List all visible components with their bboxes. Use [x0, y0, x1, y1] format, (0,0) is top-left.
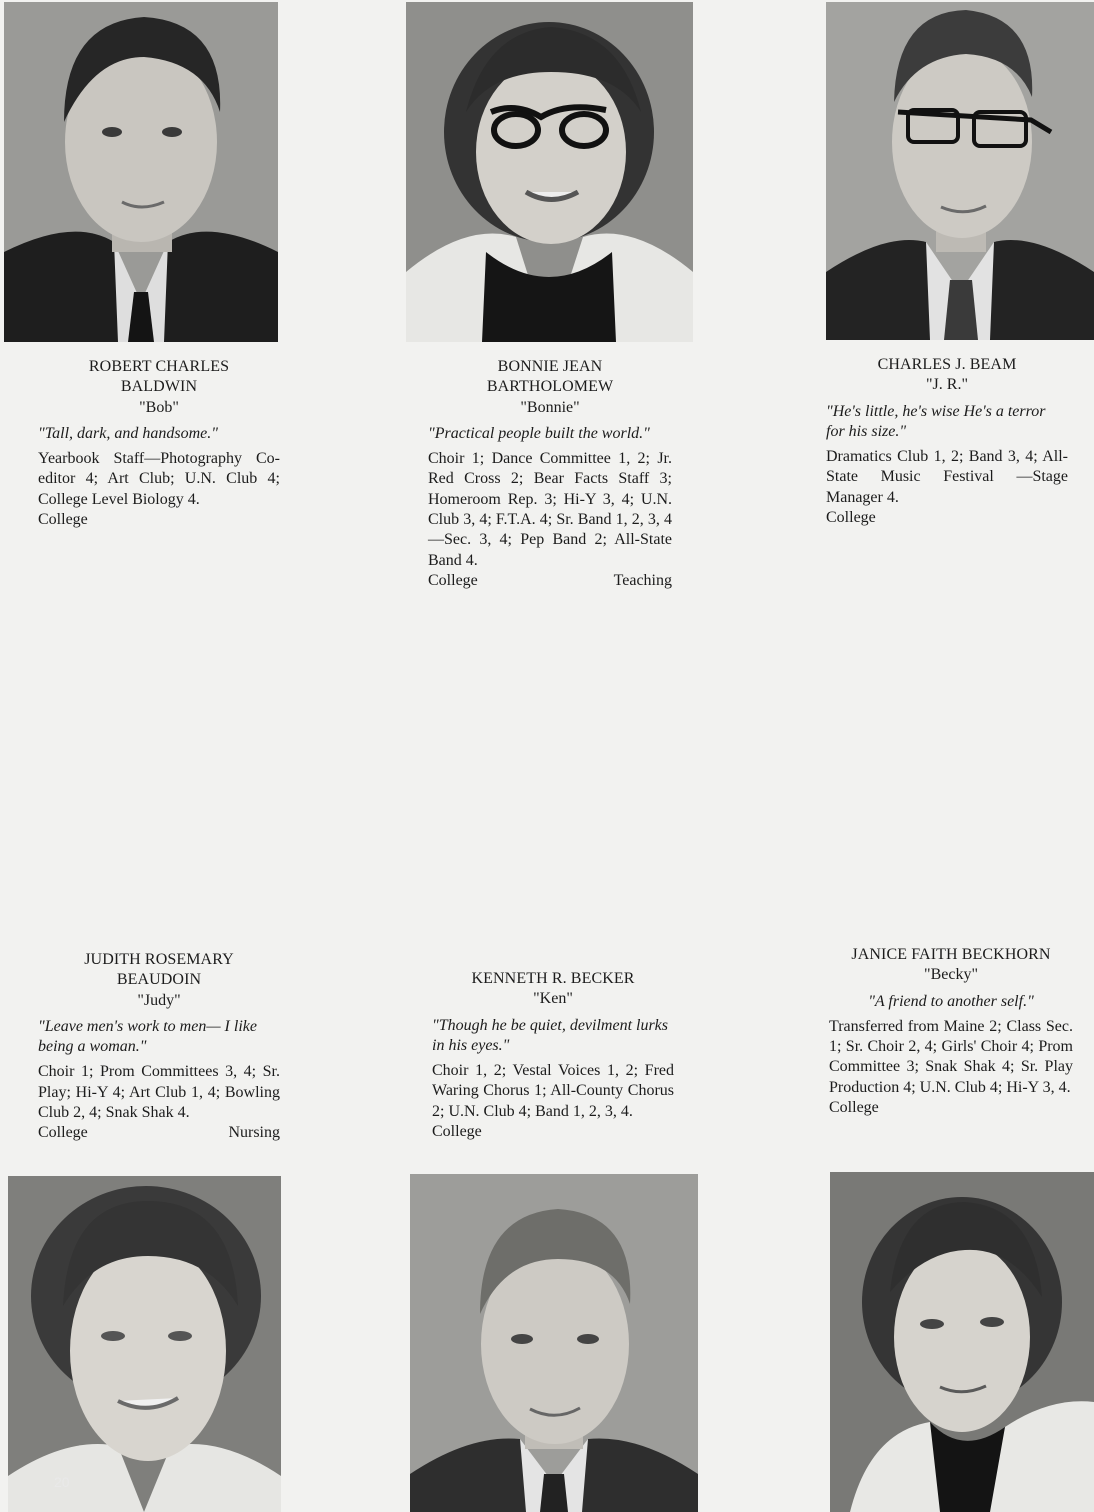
senior-plans: [432, 1122, 674, 1142]
plan-right: Teaching: [613, 571, 672, 589]
senior-motto: "Though he be quiet, devilment lurks in his eyes.": [432, 1016, 669, 1054]
portrait-photo-beaudoin: [8, 1176, 281, 1512]
plan-left: College: [826, 509, 876, 527]
senior-name: JUDITH ROSEMARY BEAUDOIN: [84, 951, 234, 989]
senior-entry-bartholomew: [428, 357, 672, 591]
senior-activities: Dramatics Club 1, 2; Band 3, 4; All-State Music Festival —Stage Manager 4.: [826, 448, 1068, 506]
senior-plans: [38, 1123, 280, 1143]
senior-entry-beckhorn: [829, 945, 1073, 1118]
plan-left: College: [38, 1124, 88, 1142]
senior-plans: [829, 1098, 1073, 1118]
senior-entry-beaudoin: [38, 950, 280, 1144]
plan-right: Nursing: [228, 1124, 280, 1142]
senior-activities: Choir 1; Dance Committee 1, 2; Jr. Red Cross 2; Bear Facts Staff 3; Homeroom Rep. 3; Hi-Y 3, 4; U.N. Club 3, 4; F.T.A. 4; Sr. Band 1, 2, 3, 4—Sec. 3, 4; Pep Band 2; All-State Band 4.: [428, 450, 672, 569]
portrait-photo-bartholomew: [406, 2, 693, 342]
portrait-photo-beam: [826, 2, 1094, 340]
senior-name: BONNIE JEAN BARTHOLOMEW: [486, 358, 614, 396]
senior-nickname: "Judy": [137, 991, 181, 1009]
senior-entry-baldwin: [38, 357, 280, 530]
senior-plans: [38, 510, 280, 530]
senior-activities: Yearbook Staff—Photography Co-editor 4; Art Club; U.N. Club 4; College Level Biology 4.: [38, 450, 280, 508]
senior-entry-becker: [432, 969, 674, 1142]
plan-left: College: [829, 1099, 879, 1117]
senior-motto: "Practical people built the world.": [428, 424, 650, 442]
senior-activities: Transferred from Maine 2; Class Sec. 1; Sr. Choir 2, 4; Girls' Choir 4; Prom Committee 3; Snak Shak 4; Sr. Play Production 4; U.N. Club 4; Hi-Y 3, 4.: [829, 1017, 1073, 1096]
senior-nickname: "Bonnie": [520, 398, 580, 416]
senior-motto: "Leave men's work to men— I like being a woman.": [38, 1017, 257, 1056]
senior-nickname: "Becky": [924, 966, 978, 984]
plan-left: College: [428, 571, 478, 589]
portrait-photo-beckhorn: [830, 1172, 1094, 1512]
senior-motto: "Tall, dark, and handsome.": [38, 424, 218, 442]
senior-plans: [428, 571, 672, 591]
portrait-photo-becker: [410, 1174, 698, 1512]
senior-name: CHARLES J. BEAM: [877, 356, 1017, 373]
senior-entry-beam: [826, 355, 1068, 528]
senior-activities: Choir 1, 2; Vestal Voices 1, 2; Fred Waring Chorus 1; All-County Chorus 2; U.N. Club 4; Band 1, 2, 3, 4.: [432, 1062, 674, 1120]
plan-left: College: [432, 1123, 482, 1141]
senior-nickname: "J. R.": [926, 376, 968, 394]
senior-activities: Choir 1; Prom Committees 3, 4; Sr. Play; Hi-Y 4; Art Club 1, 4; Bowling Club 2, 4; Snak Shak 4.: [38, 1063, 280, 1122]
senior-name: KENNETH R. BECKER: [471, 970, 635, 987]
senior-name: ROBERT CHARLES BALDWIN: [88, 358, 230, 396]
page-number: 20: [54, 1474, 70, 1490]
senior-nickname: "Bob": [139, 398, 179, 416]
senior-motto: "A friend to another self.": [868, 992, 1034, 1010]
plan-left: College: [38, 511, 88, 529]
senior-nickname: "Ken": [533, 990, 573, 1008]
senior-motto: "He's little, he's wise He's a terror for his size.": [826, 402, 1046, 440]
portrait-photo-baldwin: [4, 2, 278, 342]
senior-name: JANICE FAITH BECKHORN: [851, 946, 1051, 963]
senior-plans: [826, 508, 1068, 528]
